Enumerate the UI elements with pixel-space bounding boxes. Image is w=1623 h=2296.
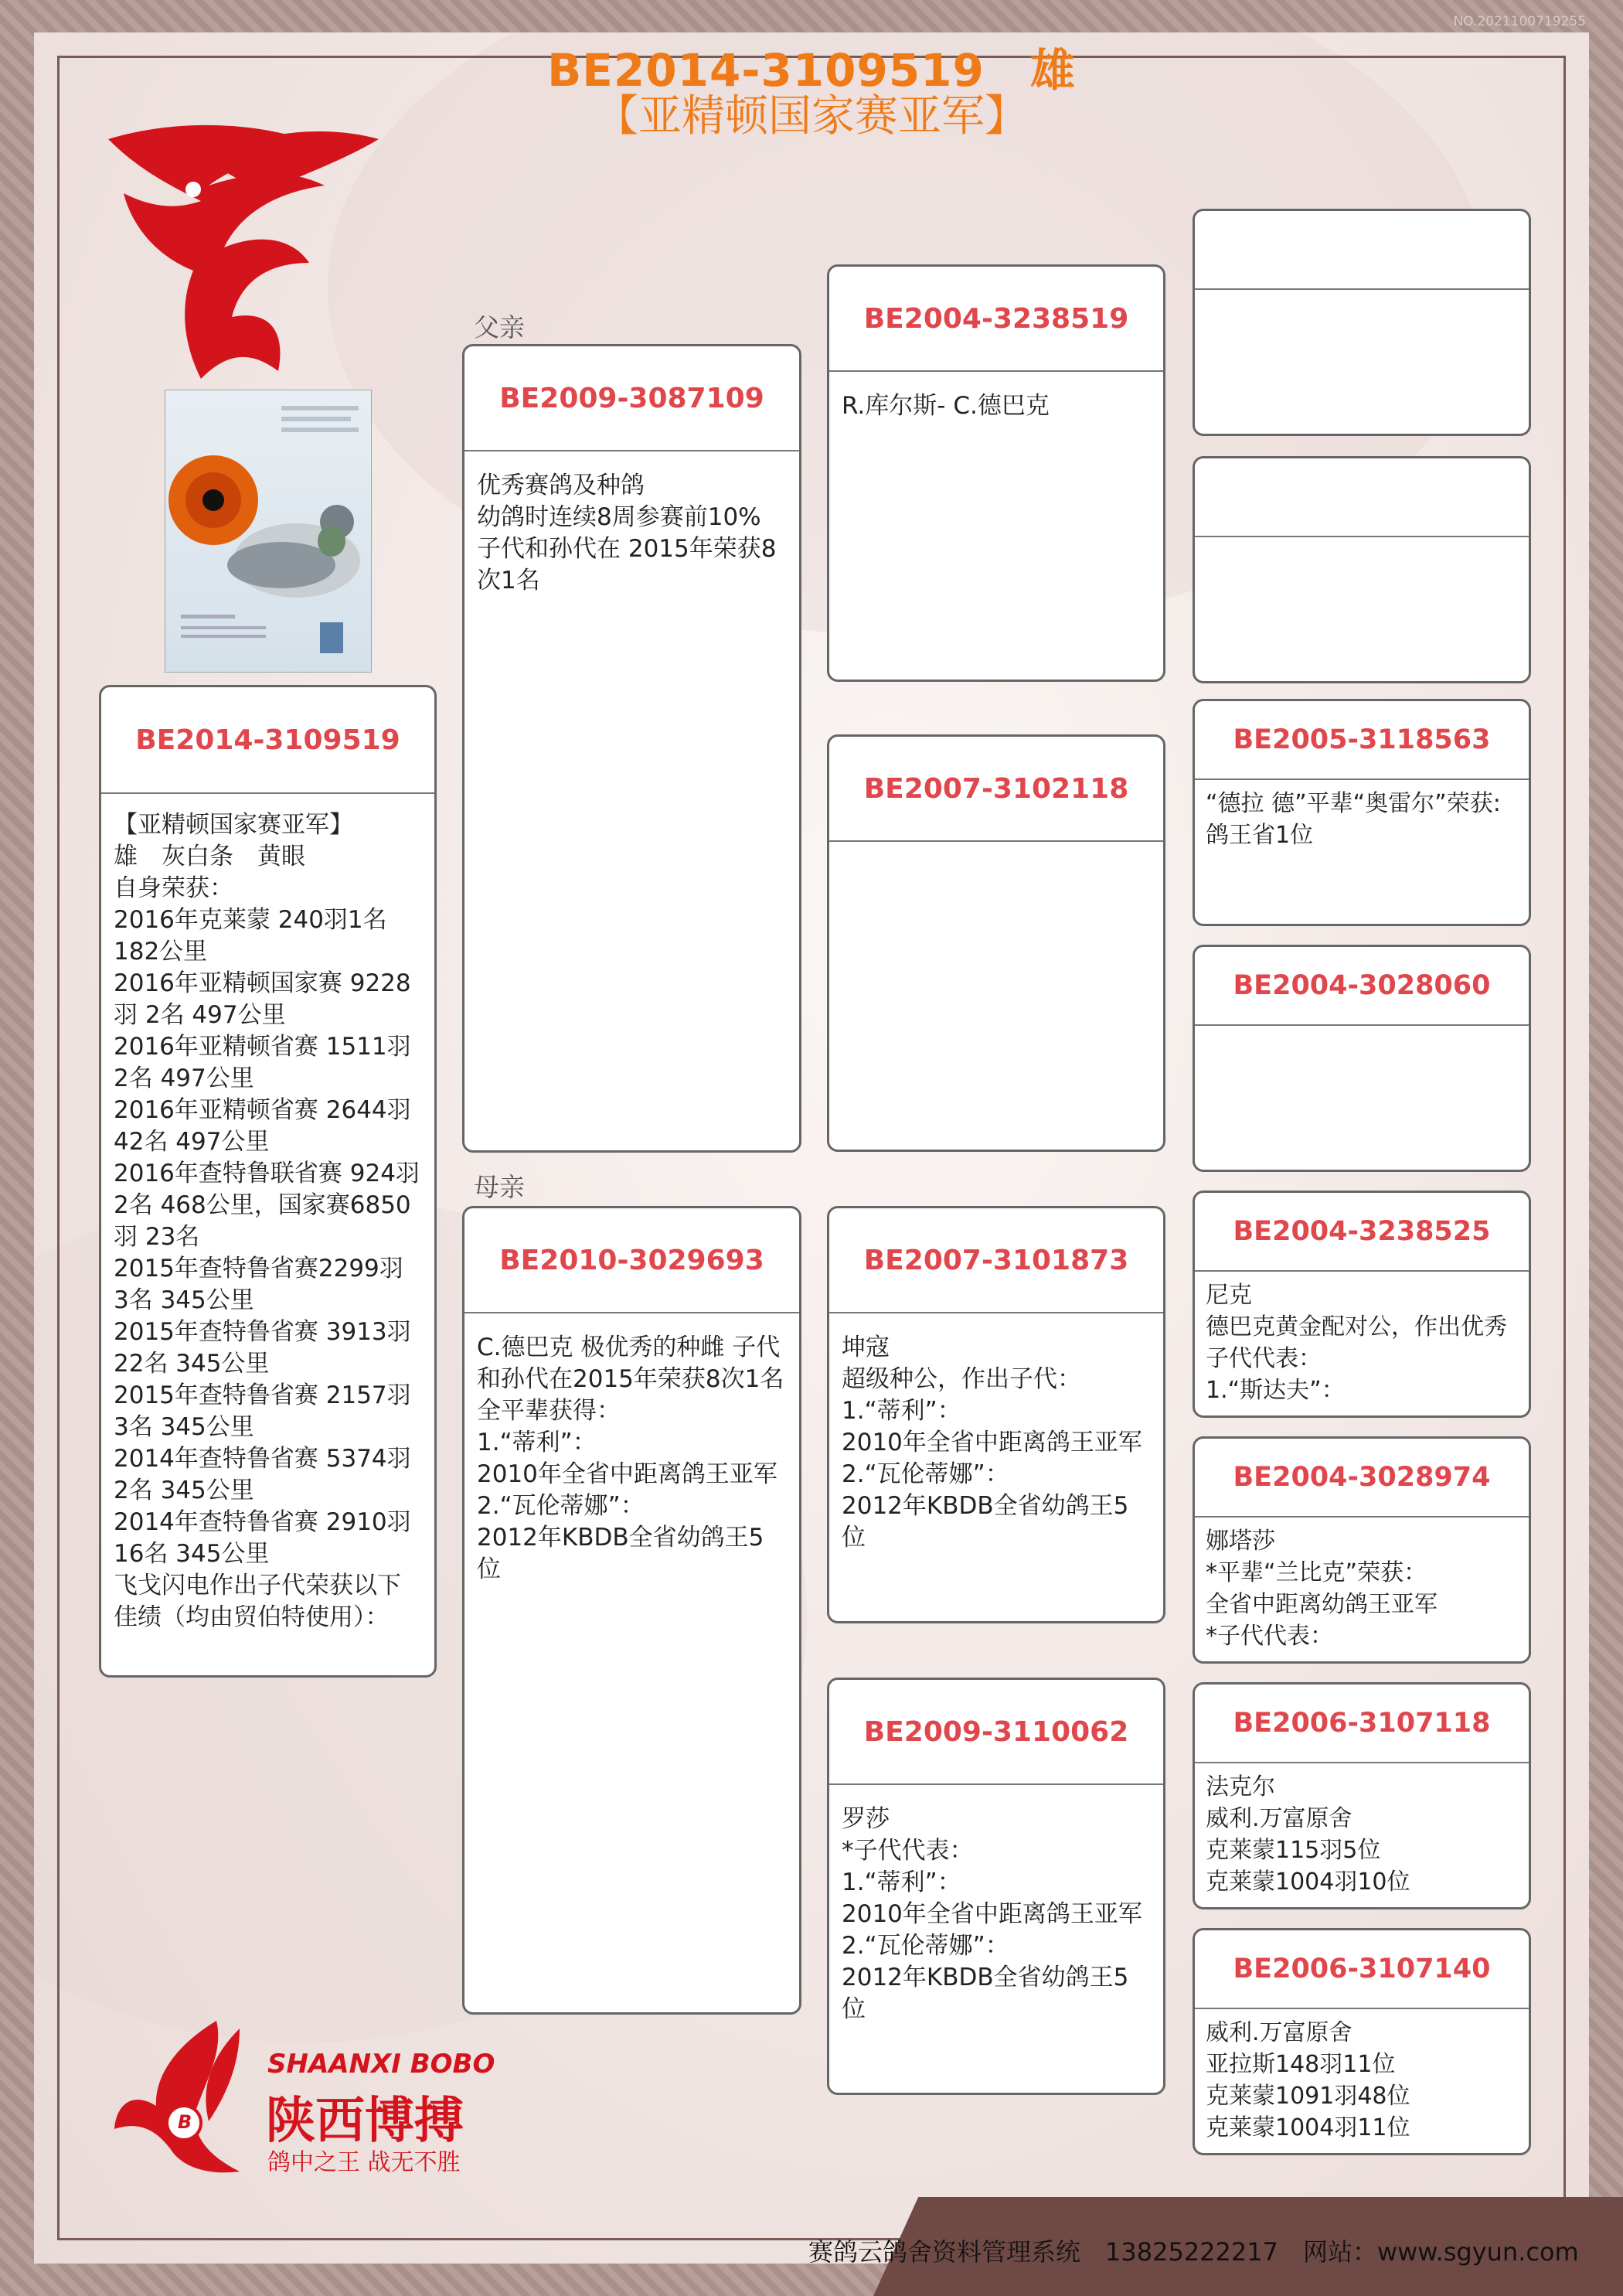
great-grandparent-ring: BE2004-3028060 bbox=[1195, 947, 1529, 1026]
father-notes: 优秀赛鸽及种鸽 幼鸽时连续8周参赛前10% 子代和孙代在 2015年荣获8 次1名 bbox=[477, 472, 777, 594]
page-subtitle: 【亚精顿国家赛亚军】 bbox=[595, 91, 1028, 141]
pigeon-photo bbox=[165, 390, 372, 673]
grandparent-card bbox=[827, 264, 1165, 682]
grandparent-ring: BE2004-3238519 bbox=[829, 267, 1163, 372]
mother-ring: BE2010-3029693 bbox=[464, 1208, 799, 1313]
great-grandparent-card bbox=[1193, 699, 1531, 926]
great-grandparent-ring bbox=[1195, 211, 1529, 290]
page-title: BE2014-3109519 雄 bbox=[547, 44, 1076, 97]
great-grandparent-card bbox=[1193, 1436, 1531, 1664]
grandparent-notes: R.库尔斯- C.德巴克 bbox=[842, 392, 1050, 420]
father-card bbox=[462, 344, 801, 1153]
grandparent-notes: 罗莎 *子代代表： 1.“蒂利”： 2010年全省中距离鸽王亚军 2.“瓦伦蒂娜”： 2012年KBDB全省幼鸽王5位 bbox=[842, 1805, 1142, 2023]
great-grandparent-notes: 法克尔 威利.万富原舍 克莱蒙115羽5位 克莱蒙1004羽10位 bbox=[1206, 1773, 1410, 1896]
great-grandparent-notes bbox=[1195, 290, 1529, 305]
great-grandparent-card bbox=[1193, 456, 1531, 683]
great-grandparent-notes bbox=[1195, 1026, 1529, 1041]
great-grandparent-card bbox=[1193, 945, 1531, 1172]
great-grandparent-ring: BE2004-3238525 bbox=[1195, 1193, 1529, 1272]
brand-name-en: SHAANXI BOBO bbox=[267, 2049, 495, 2080]
grandparent-notes: 坤寇 超级种公，作出子代： 1.“蒂利”： 2010年全省中距离鸽王亚军 2.“瓦伦蒂娜”： 2012年KBDB全省幼鸽王5位 bbox=[842, 1334, 1142, 1552]
grandparent-card bbox=[827, 1206, 1165, 1623]
grandparent-card bbox=[827, 734, 1165, 1152]
brand-bird-icon bbox=[108, 2013, 270, 2183]
pigeon-image-icon bbox=[165, 390, 371, 672]
father-label: 父亲 bbox=[474, 312, 525, 342]
great-grandparent-notes: 尼克 德巴克黄金配对公，作出优秀子代代表： 1.“斯达夫”： bbox=[1206, 1282, 1507, 1404]
grandparent-ring: BE2009-3110062 bbox=[829, 1680, 1163, 1785]
brand-slogan: 鸽中之王 战无不胜 bbox=[267, 2149, 461, 2176]
great-grandparent-card bbox=[1193, 1191, 1531, 1418]
footer-text: 赛鸽云鸽舍资料管理系统 13825222217 网站：www.sgyun.com bbox=[808, 2237, 1579, 2267]
great-grandparent-ring: BE2005-3118563 bbox=[1195, 701, 1529, 780]
great-grandparent-ring bbox=[1195, 458, 1529, 537]
grandparent-card bbox=[827, 1678, 1165, 2095]
subject-card bbox=[99, 685, 437, 1678]
great-grandparent-ring: BE2006-3107118 bbox=[1195, 1685, 1529, 1763]
grandparent-ring: BE2007-3101873 bbox=[829, 1208, 1163, 1313]
brand-name-cn: 陕西博搏 bbox=[266, 2093, 464, 2150]
grandparent-ring: BE2007-3102118 bbox=[829, 737, 1163, 842]
great-grandparent-notes bbox=[1195, 537, 1529, 553]
great-grandparent-card bbox=[1193, 1682, 1531, 1909]
mother-notes: C.德巴克 极优秀的种雌 子代和孙代在2015年荣获8次1名 全平辈获得： 1.“蒂利”： 2010年全省中距离鸽王亚军 2.“瓦伦蒂娜”： 2012年KBDB全省幼鸽王5位 bbox=[477, 1334, 784, 1583]
great-grandparent-notes: 娜塔莎 *平辈“兰比克”荣获： 全省中距离幼鸽王亚军 *子代代表： bbox=[1206, 1528, 1438, 1650]
father-ring: BE2009-3087109 bbox=[464, 346, 799, 451]
mother-card bbox=[462, 1206, 801, 2015]
grandparent-notes bbox=[829, 842, 1163, 870]
phoenix-logo-icon bbox=[93, 116, 394, 394]
great-grandparent-card bbox=[1193, 1928, 1531, 2155]
subject-notes: 【亚精顿国家赛亚军】 雄 灰白条 黄眼 自身荣获： 2016年克莱蒙 240羽1名 182公里 2016年亚精顿国家赛 9228羽 2名 497公里 2016年亚精顿省赛 1511羽 2名 497公里 2016年亚精顿省赛 2644羽 42名 497公里 2016年查特鲁联省赛 924羽 2名 468公里，国家赛6850羽 23名 2015年查特鲁省赛2299羽 3名 345公里 2015年查特鲁省赛 3913羽 22名 345公里 2015年查特鲁省赛 2157羽 3名 345公里 2014年查特鲁省赛 5374羽 2名 345公里 2014年查特鲁省赛 2910羽 16名 345公里 飞戈闪电作出子代荣获以下佳绩（均由贸伯特使用）： bbox=[114, 811, 420, 1631]
brand-logo bbox=[108, 2013, 510, 2183]
great-grandparent-card bbox=[1193, 209, 1531, 436]
brand-badge: B bbox=[177, 2111, 192, 2133]
great-grandparent-notes: 威利.万富原舍 亚拉斯148羽11位 克莱蒙1091羽48位 克莱蒙1004羽11位 bbox=[1206, 2019, 1410, 2141]
great-grandparent-ring: BE2006-3107140 bbox=[1195, 1930, 1529, 2009]
great-grandparent-notes: “德拉 德”平辈“奥雷尔”荣获:鸽王省1位 bbox=[1206, 790, 1501, 849]
subject-ring: BE2014-3109519 bbox=[101, 687, 434, 794]
mother-label: 母亲 bbox=[474, 1172, 525, 1202]
serial-number: NO.2021100719255 bbox=[1453, 14, 1586, 29]
great-grandparent-ring: BE2004-3028974 bbox=[1195, 1439, 1529, 1518]
